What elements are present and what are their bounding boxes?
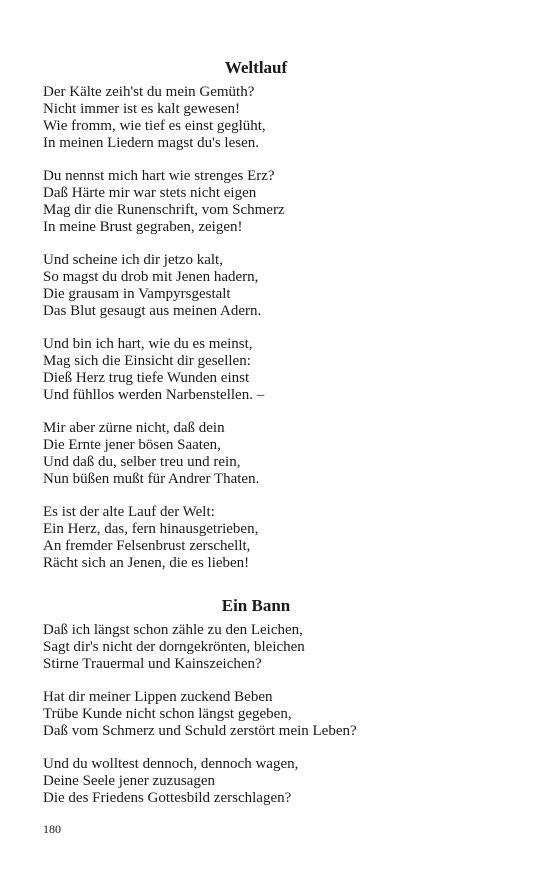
verse-line: Hat dir meiner Lippen zuckend Beben bbox=[43, 689, 273, 705]
stanza bbox=[43, 84, 523, 152]
verse-line: Trübe Kunde nicht schon längst gegeben, bbox=[43, 705, 292, 722]
stanza bbox=[43, 420, 523, 488]
verse-line: Und fühllos werden Narbenstellen. – bbox=[43, 386, 265, 403]
verse-line: Sagt dir's nicht der dorngekrönten, bleichen bbox=[43, 638, 305, 655]
verse-line: Mag dir die Runenschrift, vom Schmerz bbox=[43, 201, 285, 218]
poem-title: Ein Bann bbox=[221, 596, 291, 615]
verse-line: Es ist der alte Lauf der Welt: bbox=[43, 504, 215, 520]
verse-line: Und bin ich hart, wie du es meinst, bbox=[43, 336, 253, 352]
stanza bbox=[43, 689, 523, 740]
verse-line: Die des Friedens Gottesbild zerschlagen? bbox=[43, 789, 292, 806]
stanza bbox=[43, 622, 523, 673]
page-number: 180 bbox=[43, 822, 61, 836]
verse-line: Dieß Herz trug tiefe Wunden einst bbox=[43, 369, 250, 386]
verse-line: Mir aber zürne nicht, daß dein bbox=[43, 420, 225, 436]
verse-line: Das Blut gesaugt aus meinen Adern. bbox=[43, 302, 262, 319]
verse-line: Mag sich die Einsicht dir gesellen: bbox=[43, 352, 251, 369]
stanza bbox=[43, 504, 523, 572]
verse-line: Nun büßen mußt für Andrer Thaten. bbox=[43, 470, 260, 487]
verse-line: Daß Härte mir war stets nicht eigen bbox=[43, 184, 257, 201]
verse-line: Du nennst mich hart wie strenges Erz? bbox=[43, 168, 275, 184]
verse-line: Wie fromm, wie tief es einst geglüht, bbox=[43, 117, 266, 134]
poem-title: Weltlauf bbox=[224, 58, 288, 77]
verse-line: Deine Seele jener zuzusagen bbox=[43, 772, 215, 789]
verse-line: Und daß du, selber treu und rein, bbox=[43, 453, 241, 470]
verse-line: Ein Herz, das, fern hinausgetrieben, bbox=[43, 520, 259, 537]
verse-line: Daß ich längst schon zähle zu den Leichen, bbox=[43, 622, 303, 638]
verse-line: So magst du drob mit Jenen hadern, bbox=[43, 268, 259, 285]
verse-line: Stirne Trauermal und Kainszeichen? bbox=[43, 655, 262, 672]
stanza bbox=[43, 756, 523, 807]
verse-line: Die grausam in Vampyrsgestalt bbox=[43, 285, 231, 302]
verse-line: An fremder Felsenbrust zerschellt, bbox=[43, 537, 251, 554]
verse-line: Und du wolltest dennoch, dennoch wagen, bbox=[43, 756, 299, 772]
verse-line: Die Ernte jener bösen Saaten, bbox=[43, 436, 221, 453]
verse-line: Der Kälte zeih'st du mein Gemüth? bbox=[43, 84, 255, 100]
verse-line: Und scheine ich dir jetzo kalt, bbox=[43, 252, 223, 268]
stanza bbox=[43, 168, 523, 236]
verse-line: In meine Brust gegraben, zeigen! bbox=[43, 218, 243, 235]
stanza bbox=[43, 336, 523, 404]
verse-line: Rächt sich an Jenen, die es lieben! bbox=[43, 554, 250, 571]
verse-line: Nicht immer ist es kalt gewesen! bbox=[43, 100, 241, 117]
verse-line: In meinen Liedern magst du's lesen. bbox=[43, 134, 259, 151]
stanza bbox=[43, 252, 523, 320]
verse-line: Daß vom Schmerz und Schuld zerstört mein Leben? bbox=[43, 722, 357, 739]
